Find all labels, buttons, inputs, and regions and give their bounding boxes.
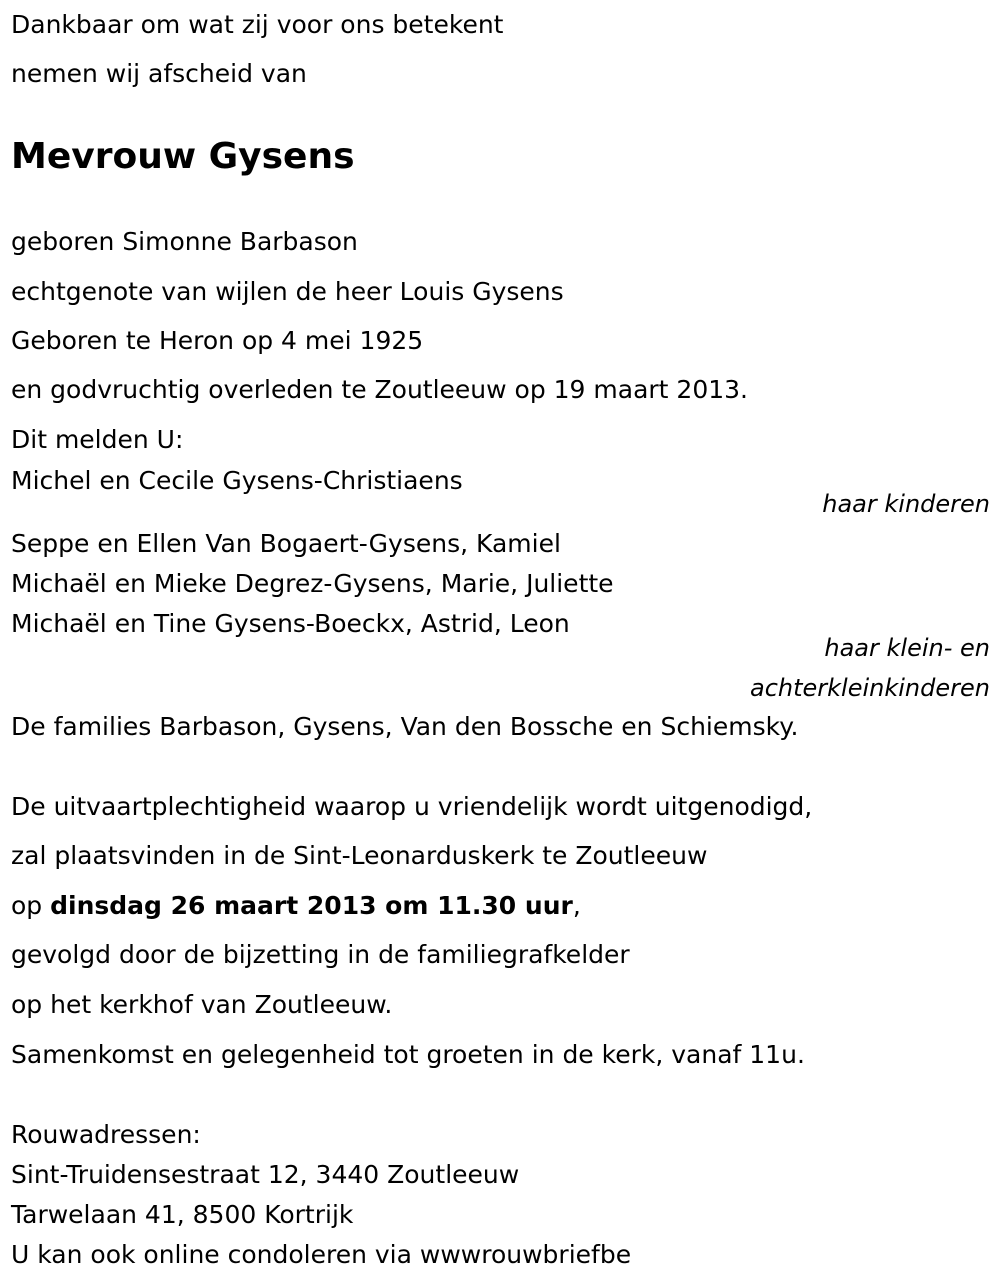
addresses-header: Rouwadressen:	[11, 1120, 201, 1149]
address-entry: Sint-Truidensestraat 12, 3440 Zoutleeuw	[11, 1160, 520, 1189]
ceremony-date-line	[11, 891, 581, 921]
spouse-line: echtgenote van wijlen de heer Louis Gysens	[11, 277, 564, 306]
grandchildren-label-1: haar klein- en	[824, 634, 990, 662]
born-as: geboren Simonne Barbason	[11, 227, 358, 256]
intro-line-2: nemen wij afscheid van	[11, 59, 307, 88]
ceremony-line-2: zal plaatsvinden in de Sint-Leonarduskerk te Zoutleeuw	[11, 841, 708, 870]
ceremony-line-1: De uitvaartplechtigheid waarop u vriendelijk wordt uitgenodigd,	[11, 792, 813, 821]
deceased-name: Mevrouw Gysens	[11, 136, 355, 177]
child-entry: Michel en Cecile Gysens-Christiaens	[11, 466, 463, 495]
children-label: haar kinderen	[822, 490, 990, 518]
grandchildren-label-2: achterkleinkinderen	[750, 674, 990, 702]
address-entry: Tarwelaan 41, 8500 Kortrijk	[11, 1200, 354, 1229]
grandchild-entry: Michaël en Tine Gysens-Boeckx, Astrid, Leon	[11, 609, 570, 638]
grandchild-entry: Seppe en Ellen Van Bogaert-Gysens, Kamiel	[11, 529, 561, 558]
death-line: en godvruchtig overleden te Zoutleeuw op 19 maart 2013.	[11, 375, 748, 404]
date-suffix: ,	[572, 891, 581, 920]
date-prefix: op	[11, 891, 51, 920]
announcers-header: Dit melden U:	[11, 425, 184, 454]
online-condolence-line: U kan ook online condoleren via wwwrouwbriefbe	[11, 1240, 632, 1269]
ceremony-date: dinsdag 26 maart 2013 om 11.30 uur	[50, 891, 573, 920]
birth-line: Geboren te Heron op 4 mei 1925	[11, 326, 424, 355]
ceremony-line-4: gevolgd door de bijzetting in de familiegrafkelder	[11, 940, 630, 969]
ceremony-line-6: Samenkomst en gelegenheid tot groeten in de kerk, vanaf 11u.	[11, 1040, 805, 1069]
grandchild-entry: Michaël en Mieke Degrez-Gysens, Marie, Juliette	[11, 569, 614, 598]
families-line: De families Barbason, Gysens, Van den Bossche en Schiemsky.	[11, 712, 799, 741]
ceremony-line-5: op het kerkhof van Zoutleeuw.	[11, 990, 393, 1019]
intro-line-1: Dankbaar om wat zij voor ons betekent	[11, 10, 504, 39]
